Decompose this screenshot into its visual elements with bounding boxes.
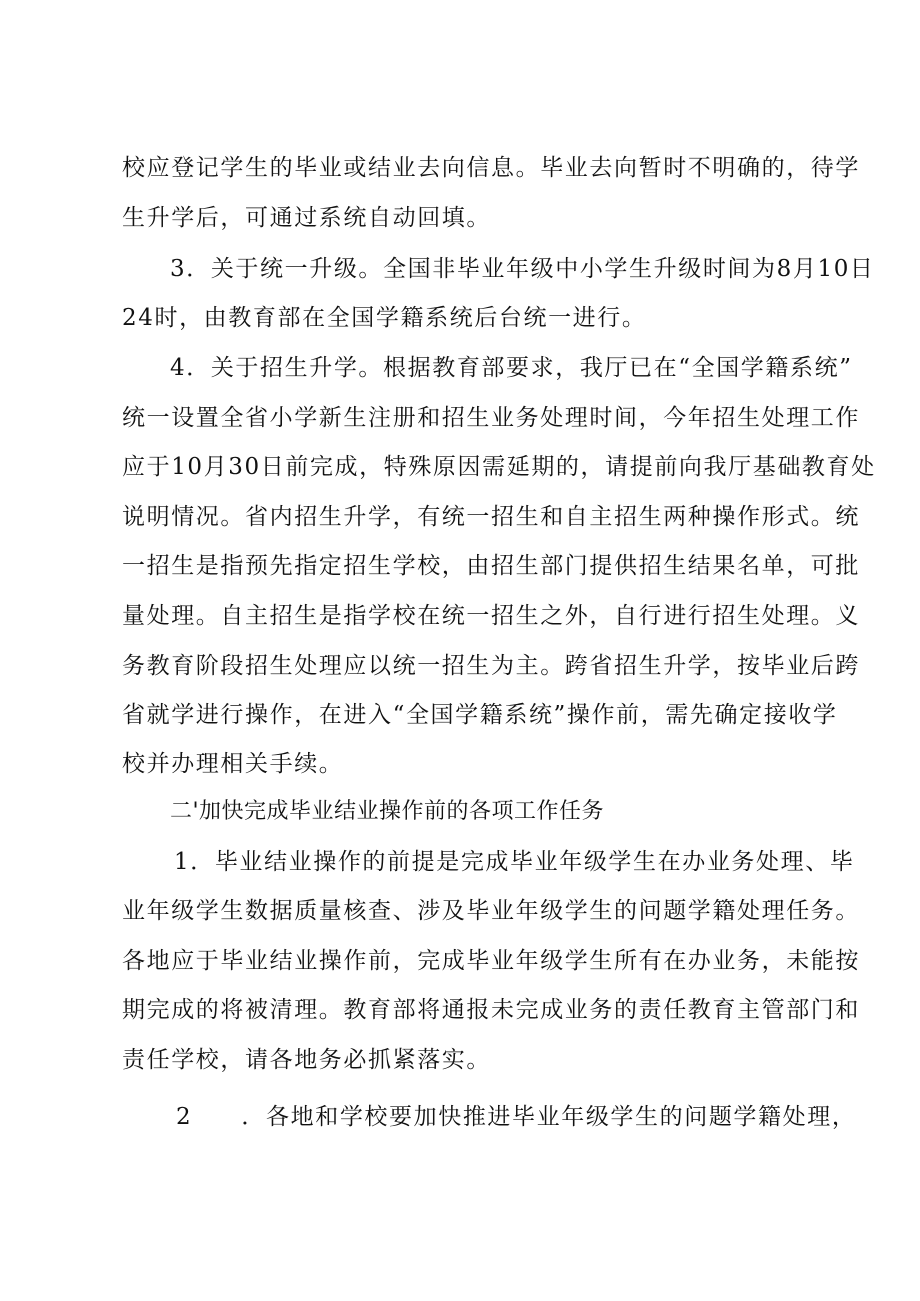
- paragraph-line: 统一设置全省小学新生注册和招生业务处理时间，今年招生处理工作: [122, 405, 860, 431]
- paragraph-line: 1．毕业结业操作的前提是完成毕业年级学生在办业务处理、毕: [174, 849, 855, 875]
- paragraph-line: 校并办理相关手续。: [122, 751, 344, 777]
- paragraph-line: 责任学校，请各地务必抓紧落实。: [122, 1047, 491, 1073]
- paragraph-line: 各地应于毕业结业操作前，完成毕业年级学生所有在办业务，未能按: [122, 948, 860, 974]
- paragraph-line: 一招生是指预先指定招生学校，由招生部门提供招生结果名单，可批: [122, 553, 860, 579]
- paragraph-line: 应于10月30日前完成，特殊原因需延期的，请提前向我厅基础教育处: [122, 454, 876, 480]
- section-heading: 二'加快完成毕业结业操作前的各项工作任务: [170, 799, 605, 824]
- paragraph-line: 说明情况。省内招生升学，有统一招生和自主招生两种操作形式。统: [122, 504, 860, 530]
- paragraph-line: 2 ．各地和学校要加快推进毕业年级学生的问题学籍处理，: [176, 1104, 857, 1130]
- paragraph-line: 期完成的将被清理。教育部将通报未完成业务的责任教育主管部门和: [122, 997, 860, 1023]
- paragraph-line: 4．关于招生升学。根据教育部要求，我厅已在“全国学籍系统”: [170, 355, 853, 381]
- paragraph-line: 3．关于统一升级。全国非毕业年级中小学生升级时间为8月10日: [170, 256, 875, 282]
- paragraph-line: 校应登记学生的毕业或结业去向信息。毕业去向暂时不明确的，待学: [122, 155, 860, 181]
- paragraph-line: 24时，由教育部在全国学籍系统后台统一进行。: [122, 305, 647, 331]
- paragraph-line: 务教育阶段招生处理应以统一招生为主。跨省招生升学，按毕业后跨: [122, 653, 860, 679]
- paragraph-line: 省就学进行操作，在进入“全国学籍系统”操作前，需先确定接收学: [122, 702, 838, 728]
- paragraph-line: 量处理。自主招生是指学校在统一招生之外，自行进行招生处理。义: [122, 603, 860, 629]
- paragraph-line: 生升学后，可通过系统自动回填。: [122, 205, 491, 231]
- paragraph-line: 业年级学生数据质量核查、涉及毕业年级学生的问题学籍处理任务。: [122, 898, 860, 924]
